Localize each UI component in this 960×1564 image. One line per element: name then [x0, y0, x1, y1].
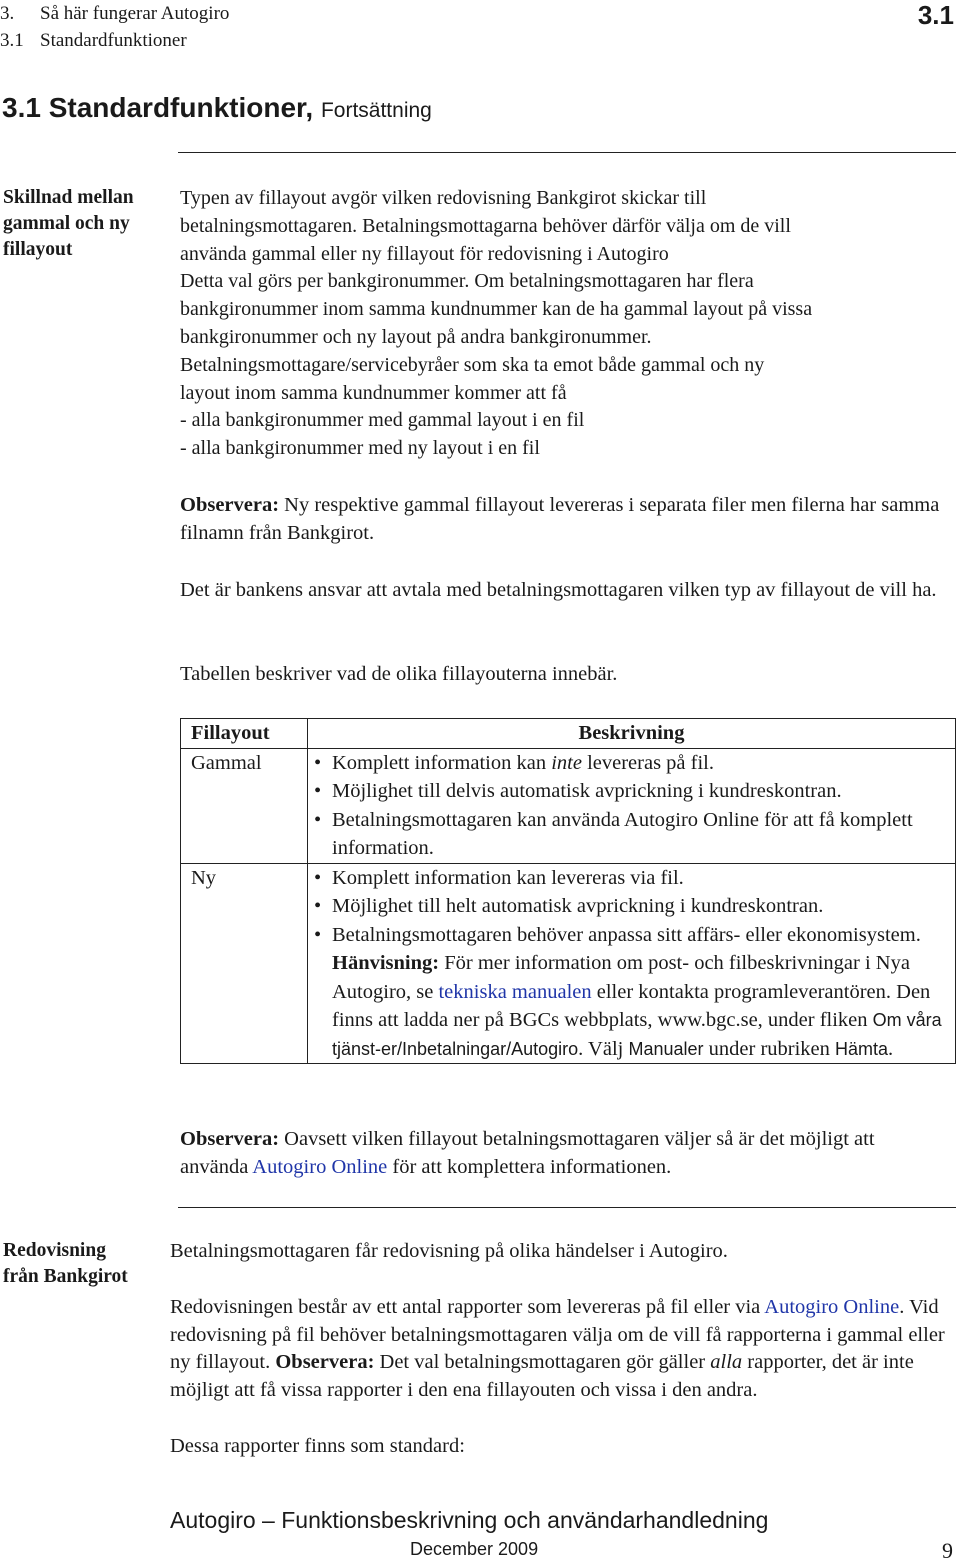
chapter-number: 3. — [0, 3, 15, 24]
row-desc-ny — [308, 863, 956, 1064]
text-line: betalningsmottagaren. Betalningsmottagarna behöver därför välja om de vill — [180, 214, 791, 237]
redovisning-p1: Betalningsmottagaren får redovisning på olika händelser i Autogiro. — [170, 1240, 728, 1262]
text-line: Typen av fillayout avgör vilken redovisning Bankgirot skickar till — [180, 187, 707, 209]
table-intro-paragraph: Tabellen beskriver vad de olika fillayouterna innebär. — [180, 663, 618, 685]
section-number: 3.1 — [0, 30, 24, 51]
autogiro-online-link-2[interactable]: Autogiro Online — [764, 1295, 900, 1318]
bank-responsibility-paragraph: Det är bankens ansvar att avtala med betalningsmottagaren vilken typ av fillayout de vill ha. — [180, 579, 937, 601]
table-header-row — [181, 719, 956, 749]
section-title: Standardfunktioner — [40, 30, 187, 51]
footer-date: December 2009 — [410, 1539, 539, 1559]
note-label: Observera: — [180, 494, 280, 516]
table-row — [181, 863, 956, 1064]
note2-label: Observera: — [180, 1128, 280, 1150]
page-title-continuation: Fortsättning — [320, 99, 432, 122]
text-line: - alla bankgironummer med gammal layout i en fil — [180, 409, 585, 432]
section-divider — [178, 1207, 956, 1208]
observation-note-2: Observera: Oavsett vilken fillayout betalningsmottagaren väljer så är det möjligt att använda Autogiro Online för att komplettera informationen. — [180, 1128, 875, 1178]
running-header — [0, 0, 229, 54]
section-label-fillayout: Skillnad mellan gammal och ny fillayout — [3, 187, 134, 260]
row-desc-gammal — [308, 748, 956, 863]
redovisning-p2: Redovisningen består av ett antal rapporter som levereras på fil eller via Autogiro Online. Vid redovisning på fil behöver betalningsmottagaren välja om de vill få rapporterna i gammal eller ny fillayout. Observera: Det val betalningsmottagaren gör gäller alla rapporter, det är inte möjligt att få vissa rapporter i den ena fillayouten och vissa i den andra. — [170, 1295, 945, 1402]
text-line: använda gammal eller ny fillayout för redovisning i Autogiro — [180, 242, 669, 265]
technical-manual-link[interactable]: tekniska manualen — [438, 980, 592, 1003]
observation-note — [180, 492, 940, 548]
bullet-icon: • — [314, 808, 322, 831]
text-line: Betalningsmottagare/servicebyråer som ska ta emot både gammal och ny — [180, 353, 765, 376]
bullet-icon: • — [314, 895, 322, 917]
footer-title: Autogiro – Funktionsbeskrivning och användarhandledning — [170, 1507, 769, 1533]
section-label-redovisning: Redovisning från Bankgirot — [3, 1240, 128, 1287]
list-item: • Möjlighet till helt automatisk avprickning i kundreskontran. — [308, 892, 955, 921]
section-body-fillayout — [180, 185, 956, 463]
top-divider — [178, 152, 956, 153]
list-item: • Betalningsmottagaren behöver anpassa sitt affärs- eller ekonomisystem. Hänvisning: För mer information om post- och filbeskrivningar i Nya Autogiro, se tekniska manualen eller kontakta programleverantören. Den finns att ladda ner på BGCs webbplats, www.bgc.se, under fliken Om våra tjänst-er/Inbetalningar/Autogiro. Välj Manualer under rubriken Hämta. — [308, 921, 955, 1064]
note-text: Ny respektive gammal fillayout levereras i separata filer men filerna har samma filnamn från Bankgirot. — [180, 494, 940, 544]
list-item: • Komplett information kan levereras via fil. — [308, 864, 955, 893]
autogiro-online-link[interactable]: Autogiro Online — [252, 1155, 388, 1178]
list-item: • Betalningsmottagaren kan använda Autogiro Online för att få komplett information. — [308, 806, 955, 863]
bullet-icon: • — [314, 866, 322, 889]
col-header-fillayout: Fillayout — [181, 719, 308, 749]
text-line: bankgironummer och ny layout på andra bankgironummer. — [180, 325, 652, 348]
page-tag: 3.1 — [917, 0, 954, 30]
page-number: 9 — [942, 1538, 953, 1563]
page-title-main: 3.1 Standardfunktioner, — [2, 92, 314, 123]
page-title — [2, 92, 432, 124]
col-header-beskrivning: Beskrivning — [308, 719, 956, 749]
text-line: bankgironummer inom samma kundnummer kan de ha gammal layout på vissa — [180, 298, 813, 321]
chapter-title: Så här fungerar Autogiro — [40, 3, 230, 24]
text-line: layout inom samma kundnummer kommer att få — [180, 381, 567, 404]
redovisning-p3: Dessa rapporter finns som standard: — [170, 1434, 465, 1457]
bullet-icon: • — [314, 780, 322, 802]
row-label-gammal: Gammal — [181, 748, 308, 863]
text-line: Detta val görs per bankgironummer. Om betalningsmottagaren har flera — [180, 270, 754, 293]
table-row — [181, 748, 956, 863]
fillayout-table — [180, 718, 956, 1064]
web-path: Om våra tjänst-er/Inbetalningar/Autogiro — [332, 1010, 942, 1059]
section-body-redovisning — [170, 1238, 956, 1461]
list-item: • Komplett information kan inte levereras på fil. — [308, 749, 955, 778]
row-label-ny: Ny — [181, 863, 308, 1064]
bullet-icon: • — [314, 751, 322, 774]
intro-lines — [180, 185, 956, 463]
bullet-icon: • — [314, 923, 322, 946]
list-item: • Möjlighet till delvis automatisk avprickning i kundreskontran. — [308, 777, 955, 806]
text-line: - alla bankgironummer med ny layout i en fil — [180, 437, 540, 460]
